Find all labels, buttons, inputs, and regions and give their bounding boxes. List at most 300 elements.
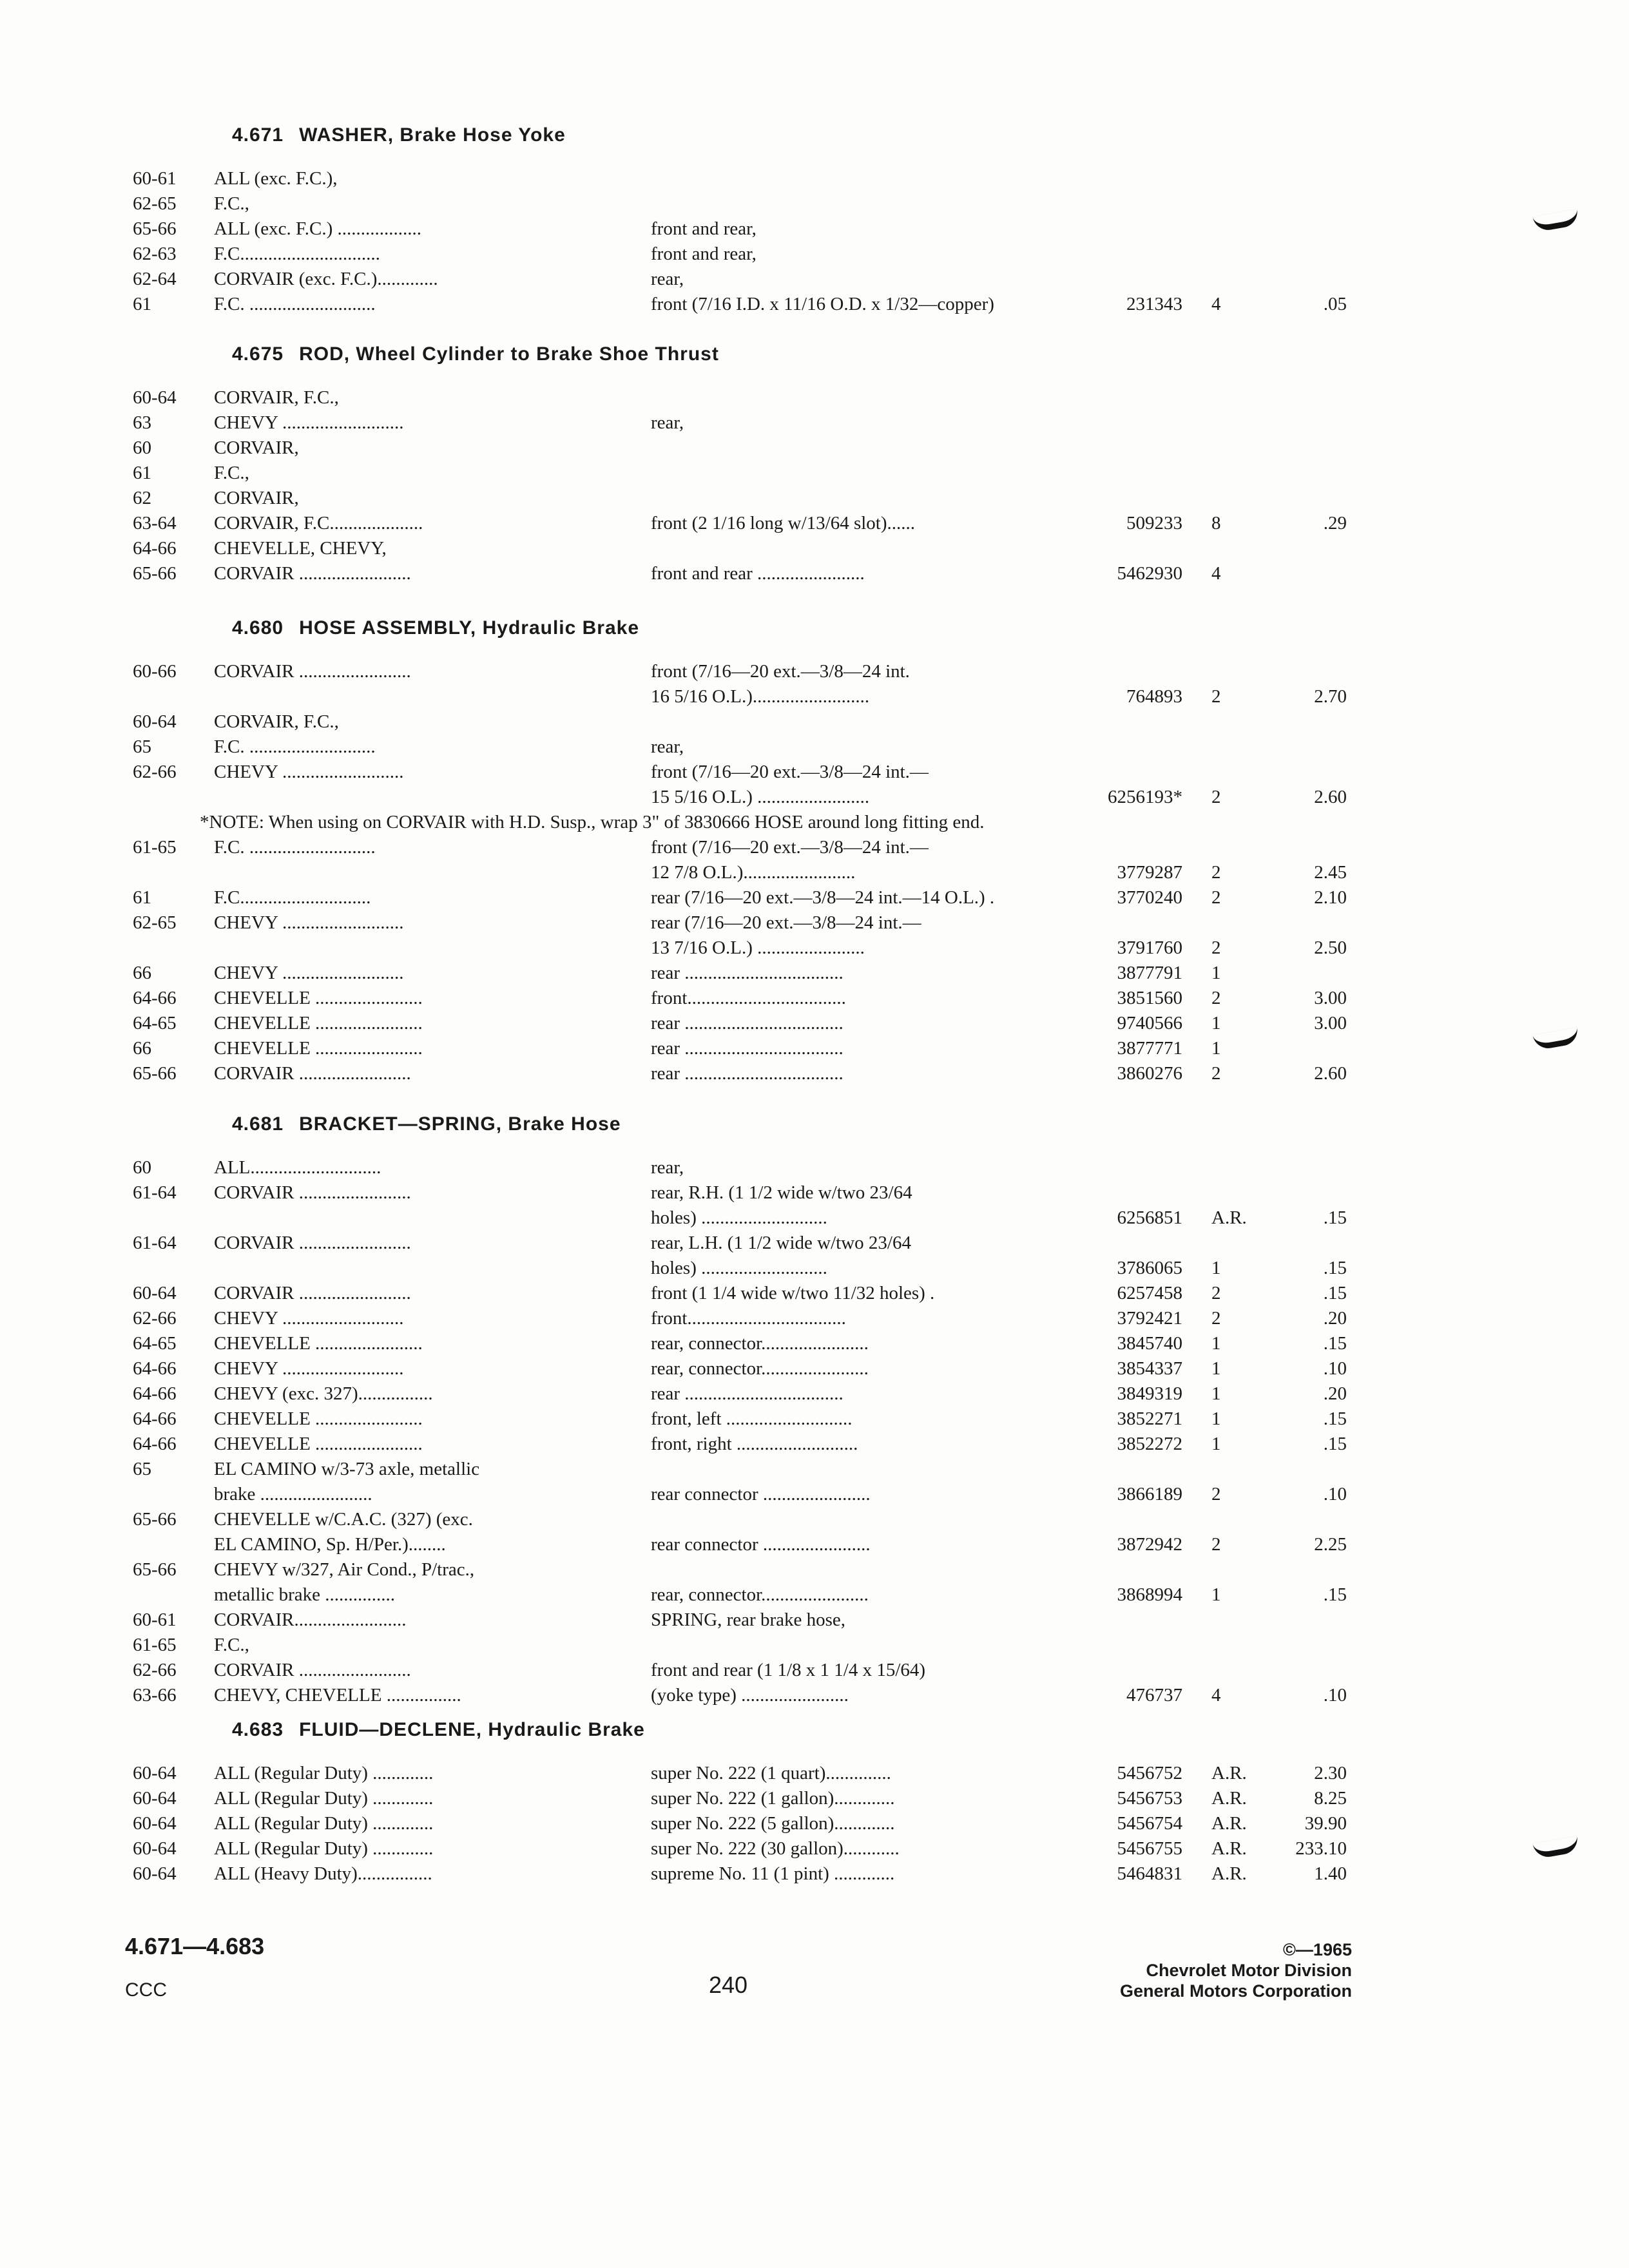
application: front and rear, xyxy=(651,218,757,239)
price: .15 xyxy=(1323,1408,1347,1429)
model-years: 64-66 xyxy=(133,988,177,1008)
part-number: 3852271 xyxy=(1117,1408,1182,1429)
application: rear (7/16—20 ext.—3/8—24 int.— xyxy=(651,912,921,933)
price: 2.50 xyxy=(1314,937,1347,958)
part-number: 3779287 xyxy=(1117,862,1182,883)
model-years: 64-66 xyxy=(133,1434,177,1454)
application: 16 5/16 O.L.)......................... xyxy=(651,686,870,707)
section-title: FLUID—DECLENE, Hydraulic Brake xyxy=(299,1719,645,1740)
division: Chevrolet Motor Division xyxy=(1146,1961,1352,1980)
application: rear .................................. xyxy=(651,1013,843,1033)
quantity: 2 xyxy=(1211,1308,1221,1329)
table-row xyxy=(122,709,1347,735)
quantity: 1 xyxy=(1211,1038,1221,1059)
table-row xyxy=(122,1281,1347,1306)
application: rear, connector....................... xyxy=(651,1333,869,1354)
application: front (7/16—20 ext.—3/8—24 int.— xyxy=(651,837,929,858)
part-number: 3851560 xyxy=(1117,988,1182,1008)
model-description: CHEVY, CHEVELLE ................ xyxy=(214,1685,461,1706)
quantity: 2 xyxy=(1211,1484,1221,1504)
table-row xyxy=(122,1231,1347,1256)
table-row xyxy=(122,1432,1347,1457)
model-years: 60-61 xyxy=(133,168,177,189)
model-years: 64-65 xyxy=(133,1333,177,1354)
model-years: 62-66 xyxy=(133,1308,177,1329)
quantity: 1 xyxy=(1211,1408,1221,1429)
part-number: 5456755 xyxy=(1117,1838,1182,1859)
application: front (2 1/16 long w/13/64 slot)...... xyxy=(651,513,916,533)
section-number: 4.683 xyxy=(232,1719,284,1740)
quantity: 2 xyxy=(1211,937,1221,958)
model-description: ALL (Regular Duty) ............. xyxy=(214,1813,434,1834)
model-years: 60-66 xyxy=(133,661,177,682)
application: front (7/16—20 ext.—3/8—24 int. xyxy=(651,661,910,682)
part-number: 3852272 xyxy=(1117,1434,1182,1454)
table-row xyxy=(122,1206,1347,1231)
section-heading xyxy=(232,1105,1347,1144)
quantity: 1 xyxy=(1211,1258,1221,1278)
table-row xyxy=(122,292,1347,317)
price: .15 xyxy=(1323,1333,1347,1354)
part-number: 3786065 xyxy=(1117,1258,1182,1278)
model-description: CORVAIR, xyxy=(214,488,299,508)
model-years: 61-65 xyxy=(133,1635,177,1655)
model-years: 60-64 xyxy=(133,1788,177,1809)
table-row xyxy=(122,486,1347,511)
quantity: 4 xyxy=(1211,563,1221,584)
table-row xyxy=(122,1155,1347,1180)
application: 13 7/16 O.L.) ....................... xyxy=(651,937,865,958)
price: .15 xyxy=(1323,1207,1347,1228)
quantity: 2 xyxy=(1211,686,1221,707)
model-description: CORVAIR, F.C., xyxy=(214,711,339,732)
model-description: CORVAIR ........................ xyxy=(214,661,411,682)
model-description: F.C., xyxy=(214,1635,249,1655)
parts-table xyxy=(122,1761,1347,1887)
price: 2.10 xyxy=(1314,887,1347,908)
table-row xyxy=(122,1457,1347,1482)
model-years: 60-64 xyxy=(133,1813,177,1834)
model-years: 62-66 xyxy=(133,762,177,782)
model-years: 64-66 xyxy=(133,1408,177,1429)
application: rear connector ....................... xyxy=(651,1534,871,1555)
parts-table xyxy=(122,385,1347,586)
model-description: CORVAIR, F.C., xyxy=(214,387,339,408)
quantity: 4 xyxy=(1211,1685,1221,1706)
model-description: CHEVY .......................... xyxy=(214,963,404,983)
page-code: CCC xyxy=(125,1979,167,2001)
model-description: CHEVY .......................... xyxy=(214,412,404,433)
application: rear, xyxy=(651,1157,684,1178)
model-description: CHEVELLE ....................... xyxy=(214,1434,423,1454)
quantity: A.R. xyxy=(1211,1788,1247,1809)
model-description: CHEVY .......................... xyxy=(214,1308,404,1329)
model-description: CHEVY .......................... xyxy=(214,912,404,933)
model-description: CHEVY (exc. 327)................ xyxy=(214,1383,433,1404)
part-number: 3866189 xyxy=(1117,1484,1182,1504)
quantity: A.R. xyxy=(1211,1207,1247,1228)
model-years: 63 xyxy=(133,412,151,433)
margin-mark xyxy=(1532,209,1579,233)
model-description: ALL (Regular Duty) ............. xyxy=(214,1763,434,1783)
model-description: metallic brake ............... xyxy=(214,1584,396,1605)
model-years: 60-64 xyxy=(133,1763,177,1783)
parts-section xyxy=(122,116,1347,317)
model-description: CORVAIR ........................ xyxy=(214,563,411,584)
model-years: 65 xyxy=(133,1459,151,1479)
model-years: 60 xyxy=(133,437,151,458)
application: front, right .......................... xyxy=(651,1434,858,1454)
table-row xyxy=(122,1608,1347,1633)
quantity: 2 xyxy=(1211,862,1221,883)
table-row xyxy=(122,1256,1347,1281)
quantity: 2 xyxy=(1211,1283,1221,1303)
part-number: 3854337 xyxy=(1117,1358,1182,1379)
corporation: General Motors Corporation xyxy=(1119,1981,1352,2001)
section-number: 4.680 xyxy=(232,617,284,639)
price: .15 xyxy=(1323,1258,1347,1278)
model-description: EL CAMINO w/3-73 axle, metallic xyxy=(214,1459,480,1479)
model-description: ALL (Heavy Duty)................ xyxy=(214,1863,432,1884)
table-row xyxy=(122,936,1347,961)
part-number: 3868994 xyxy=(1117,1584,1182,1605)
model-years: 66 xyxy=(133,1038,151,1059)
table-row xyxy=(122,1683,1347,1708)
application: (yoke type) ....................... xyxy=(651,1685,849,1706)
price: .20 xyxy=(1323,1308,1347,1329)
model-years: 62-66 xyxy=(133,1660,177,1680)
table-row xyxy=(122,385,1347,410)
table-row xyxy=(122,961,1347,986)
table-note xyxy=(122,810,1347,835)
application: front.................................. xyxy=(651,1308,846,1329)
part-number: 3877771 xyxy=(1117,1038,1182,1059)
model-description: ALL (Regular Duty) ............. xyxy=(214,1788,434,1809)
price: 233.10 xyxy=(1295,1838,1347,1859)
table-row xyxy=(122,1582,1347,1608)
model-years: 60-64 xyxy=(133,1283,177,1303)
table-row xyxy=(122,860,1347,885)
application: rear, R.H. (1 1/2 wide w/two 23/64 xyxy=(651,1182,912,1203)
price: 1.40 xyxy=(1314,1863,1347,1884)
parts-table xyxy=(122,659,1347,1086)
table-row xyxy=(122,1811,1347,1836)
table-row xyxy=(122,216,1347,242)
model-description: CORVAIR, F.C.................... xyxy=(214,513,423,533)
table-row xyxy=(122,561,1347,586)
part-number: 6256851 xyxy=(1117,1207,1182,1228)
table-row xyxy=(122,1861,1347,1887)
model-description: CHEVELLE ....................... xyxy=(214,1333,423,1354)
model-description: F.C. ........................... xyxy=(214,294,376,314)
table-row xyxy=(122,242,1347,267)
model-years: 60-64 xyxy=(133,387,177,408)
application: rear .................................. xyxy=(651,1038,843,1059)
part-number: 3860276 xyxy=(1117,1063,1182,1084)
table-row xyxy=(122,1761,1347,1786)
parts-section xyxy=(122,1105,1347,1708)
model-years: 62 xyxy=(133,488,151,508)
part-number: 3872942 xyxy=(1117,1534,1182,1555)
application: rear .................................. xyxy=(651,963,843,983)
model-years: 65 xyxy=(133,736,151,757)
model-description: CORVAIR ........................ xyxy=(214,1660,411,1680)
quantity: 1 xyxy=(1211,1358,1221,1379)
part-number: 3845740 xyxy=(1117,1333,1182,1354)
application: rear .................................. xyxy=(651,1383,843,1404)
parts-section xyxy=(122,609,1347,1086)
model-description: CHEVELLE w/C.A.C. (327) (exc. xyxy=(214,1509,473,1530)
model-description: CHEVELLE ....................... xyxy=(214,1408,423,1429)
table-row xyxy=(122,1407,1347,1432)
model-description: CHEVY .......................... xyxy=(214,762,404,782)
quantity: 1 xyxy=(1211,1333,1221,1354)
part-number: 5456754 xyxy=(1117,1813,1182,1834)
model-years: 65-66 xyxy=(133,1509,177,1530)
application: super No. 222 (5 gallon)............. xyxy=(651,1813,895,1834)
part-number: 3792421 xyxy=(1117,1308,1182,1329)
application: rear connector ....................... xyxy=(651,1484,871,1504)
section-title: BRACKET—SPRING, Brake Hose xyxy=(299,1113,621,1135)
table-row xyxy=(122,885,1347,910)
section-title: ROD, Wheel Cylinder to Brake Shoe Thrust xyxy=(299,343,719,365)
part-number: 3849319 xyxy=(1117,1383,1182,1404)
part-number: 3770240 xyxy=(1117,887,1182,908)
quantity: 1 xyxy=(1211,1013,1221,1033)
model-years: 66 xyxy=(133,963,151,983)
price: 3.00 xyxy=(1314,988,1347,1008)
section-number: 4.681 xyxy=(232,1113,284,1135)
part-number: 5456752 xyxy=(1117,1763,1182,1783)
part-number: 6257458 xyxy=(1117,1283,1182,1303)
model-years: 60-64 xyxy=(133,1863,177,1884)
table-row xyxy=(122,1532,1347,1557)
application: rear (7/16—20 ext.—3/8—24 int.—14 O.L.) . xyxy=(651,887,995,908)
price: .15 xyxy=(1323,1434,1347,1454)
application: SPRING, rear brake hose, xyxy=(651,1610,846,1630)
price: 2.25 xyxy=(1314,1534,1347,1555)
model-years: 62-63 xyxy=(133,244,177,264)
model-years: 61 xyxy=(133,887,151,908)
part-number: 6256193* xyxy=(1108,787,1182,807)
price: .20 xyxy=(1323,1383,1347,1404)
quantity: A.R. xyxy=(1211,1763,1247,1783)
table-row xyxy=(122,436,1347,461)
section-number: 4.675 xyxy=(232,343,284,365)
table-row xyxy=(122,1836,1347,1861)
price: .05 xyxy=(1323,294,1347,314)
quantity: 4 xyxy=(1211,294,1221,314)
model-years: 64-66 xyxy=(133,538,177,559)
section-heading xyxy=(232,335,1347,374)
table-row xyxy=(122,986,1347,1011)
page-number: 240 xyxy=(709,1972,748,1998)
model-description: F.C., xyxy=(214,463,249,483)
table-row xyxy=(122,267,1347,292)
table-row xyxy=(122,1633,1347,1658)
model-years: 61-64 xyxy=(133,1233,177,1253)
table-row xyxy=(122,410,1347,436)
parts-table xyxy=(122,166,1347,317)
price: 2.70 xyxy=(1314,686,1347,707)
application: front, left ........................... xyxy=(651,1408,853,1429)
price: 3.00 xyxy=(1314,1013,1347,1033)
price: 8.25 xyxy=(1314,1788,1347,1809)
table-row xyxy=(122,536,1347,561)
model-years: 64-66 xyxy=(133,1358,177,1379)
application: front (7/16—20 ext.—3/8—24 int.— xyxy=(651,762,929,782)
table-row xyxy=(122,461,1347,486)
table-row xyxy=(122,1011,1347,1036)
model-years: 61-64 xyxy=(133,1182,177,1203)
table-row xyxy=(122,1381,1347,1407)
table-row xyxy=(122,191,1347,216)
application: rear, connector....................... xyxy=(651,1584,869,1605)
table-row xyxy=(122,835,1347,860)
quantity: A.R. xyxy=(1211,1813,1247,1834)
table-row xyxy=(122,910,1347,936)
model-description: CHEVELLE ....................... xyxy=(214,1038,423,1059)
quantity: A.R. xyxy=(1211,1838,1247,1859)
model-years: 61-65 xyxy=(133,837,177,858)
publisher-block xyxy=(1120,1939,1352,2001)
application: super No. 222 (1 gallon)............. xyxy=(651,1788,895,1809)
price: 2.45 xyxy=(1314,862,1347,883)
price: .15 xyxy=(1323,1584,1347,1605)
application: rear, xyxy=(651,269,684,289)
quantity: 1 xyxy=(1211,1584,1221,1605)
model-years: 61 xyxy=(133,463,151,483)
table-row xyxy=(122,735,1347,760)
model-description: brake ........................ xyxy=(214,1484,372,1504)
price: 39.90 xyxy=(1304,1813,1347,1834)
price: 2.60 xyxy=(1314,1063,1347,1084)
model-description: CHEVY .......................... xyxy=(214,1358,404,1379)
table-row xyxy=(122,1331,1347,1356)
application: rear, xyxy=(651,736,684,757)
model-years: 62-64 xyxy=(133,269,177,289)
page-range: 4.671—4.683 xyxy=(125,1933,265,1959)
margin-mark xyxy=(1532,1027,1579,1051)
margin-mark xyxy=(1532,1836,1579,1860)
table-row xyxy=(122,760,1347,785)
table-row xyxy=(122,1061,1347,1086)
quantity: 1 xyxy=(1211,1434,1221,1454)
model-description: CHEVELLE ....................... xyxy=(214,988,423,1008)
table-row xyxy=(122,1482,1347,1507)
model-years: 62-65 xyxy=(133,912,177,933)
table-row xyxy=(122,785,1347,810)
section-heading xyxy=(232,1711,1347,1749)
model-description: F.C.............................. xyxy=(214,244,380,264)
model-description: CORVAIR ........................ xyxy=(214,1063,411,1084)
model-years: 60-64 xyxy=(133,711,177,732)
quantity: 2 xyxy=(1211,1534,1221,1555)
section-title: HOSE ASSEMBLY, Hydraulic Brake xyxy=(299,617,640,639)
table-row xyxy=(122,1557,1347,1582)
part-number: 231343 xyxy=(1126,294,1182,314)
model-description: F.C. ........................... xyxy=(214,837,376,858)
model-years: 63-66 xyxy=(133,1685,177,1706)
application: front (7/16 I.D. x 11/16 O.D. x 1/32—copper) xyxy=(651,294,994,314)
price: 2.60 xyxy=(1314,787,1347,807)
model-description: ALL (exc. F.C.) .................. xyxy=(214,218,422,239)
part-number: 5456753 xyxy=(1117,1788,1182,1809)
quantity: 8 xyxy=(1211,513,1221,533)
application: 12 7/8 O.L.)........................ xyxy=(651,862,856,883)
quantity: 1 xyxy=(1211,1383,1221,1404)
application: super No. 222 (30 gallon)............ xyxy=(651,1838,900,1859)
price: .10 xyxy=(1323,1484,1347,1504)
table-row xyxy=(122,1786,1347,1811)
quantity: 1 xyxy=(1211,963,1221,983)
part-number: 5464831 xyxy=(1117,1863,1182,1884)
model-description: F.C. ........................... xyxy=(214,736,376,757)
application: holes) ........................... xyxy=(651,1258,827,1278)
note-text: *NOTE: When using on CORVAIR with H.D. Susp., wrap 3" of 3830666 HOSE around long fitting end. xyxy=(200,812,985,832)
model-description: CHEVELLE ....................... xyxy=(214,1013,423,1033)
model-years: 64-65 xyxy=(133,1013,177,1033)
quantity: 2 xyxy=(1211,988,1221,1008)
price: .10 xyxy=(1323,1358,1347,1379)
model-description: EL CAMINO, Sp. H/Per.)........ xyxy=(214,1534,446,1555)
model-description: CORVAIR ........................ xyxy=(214,1182,411,1203)
quantity: 2 xyxy=(1211,787,1221,807)
model-description: CORVAIR (exc. F.C.)............. xyxy=(214,269,438,289)
price: .29 xyxy=(1323,513,1347,533)
model-years: 61 xyxy=(133,294,151,314)
model-years: 60-64 xyxy=(133,1838,177,1859)
model-years: 65-66 xyxy=(133,563,177,584)
quantity: 2 xyxy=(1211,887,1221,908)
model-years: 64-66 xyxy=(133,1383,177,1404)
section-heading xyxy=(232,609,1347,648)
application: front.................................. xyxy=(651,988,846,1008)
model-description: CHEVELLE, CHEVY, xyxy=(214,538,387,559)
table-row xyxy=(122,1306,1347,1331)
model-years: 63-64 xyxy=(133,513,177,533)
model-years: 65-66 xyxy=(133,1063,177,1084)
table-row xyxy=(122,166,1347,191)
part-number: 3877791 xyxy=(1117,963,1182,983)
model-description: CORVAIR ........................ xyxy=(214,1233,411,1253)
table-row xyxy=(122,1356,1347,1381)
price: .15 xyxy=(1323,1283,1347,1303)
model-years: 60-61 xyxy=(133,1610,177,1630)
application: supreme No. 11 (1 pint) ............. xyxy=(651,1863,895,1884)
model-description: F.C............................ xyxy=(214,887,371,908)
application: front and rear, xyxy=(651,244,757,264)
application: front and rear ....................... xyxy=(651,563,865,584)
part-number: 764893 xyxy=(1126,686,1182,707)
model-description: ALL (exc. F.C.), xyxy=(214,168,338,189)
application: front (1 1/4 wide w/two 11/32 holes) . xyxy=(651,1283,935,1303)
part-number: 9740566 xyxy=(1117,1013,1182,1033)
application: holes) ........................... xyxy=(651,1207,827,1228)
part-number: 5462930 xyxy=(1117,563,1182,584)
model-years: 62-65 xyxy=(133,193,177,214)
application: front and rear (1 1/8 x 1 1/4 x 15/64) xyxy=(651,1660,926,1680)
part-number: 509233 xyxy=(1126,513,1182,533)
table-row xyxy=(122,1507,1347,1532)
table-row xyxy=(122,1658,1347,1683)
table-row xyxy=(122,659,1347,684)
section-heading xyxy=(232,116,1347,155)
table-row xyxy=(122,511,1347,536)
model-description: CORVAIR........................ xyxy=(214,1610,407,1630)
quantity: A.R. xyxy=(1211,1863,1247,1884)
section-title: WASHER, Brake Hose Yoke xyxy=(299,124,566,146)
